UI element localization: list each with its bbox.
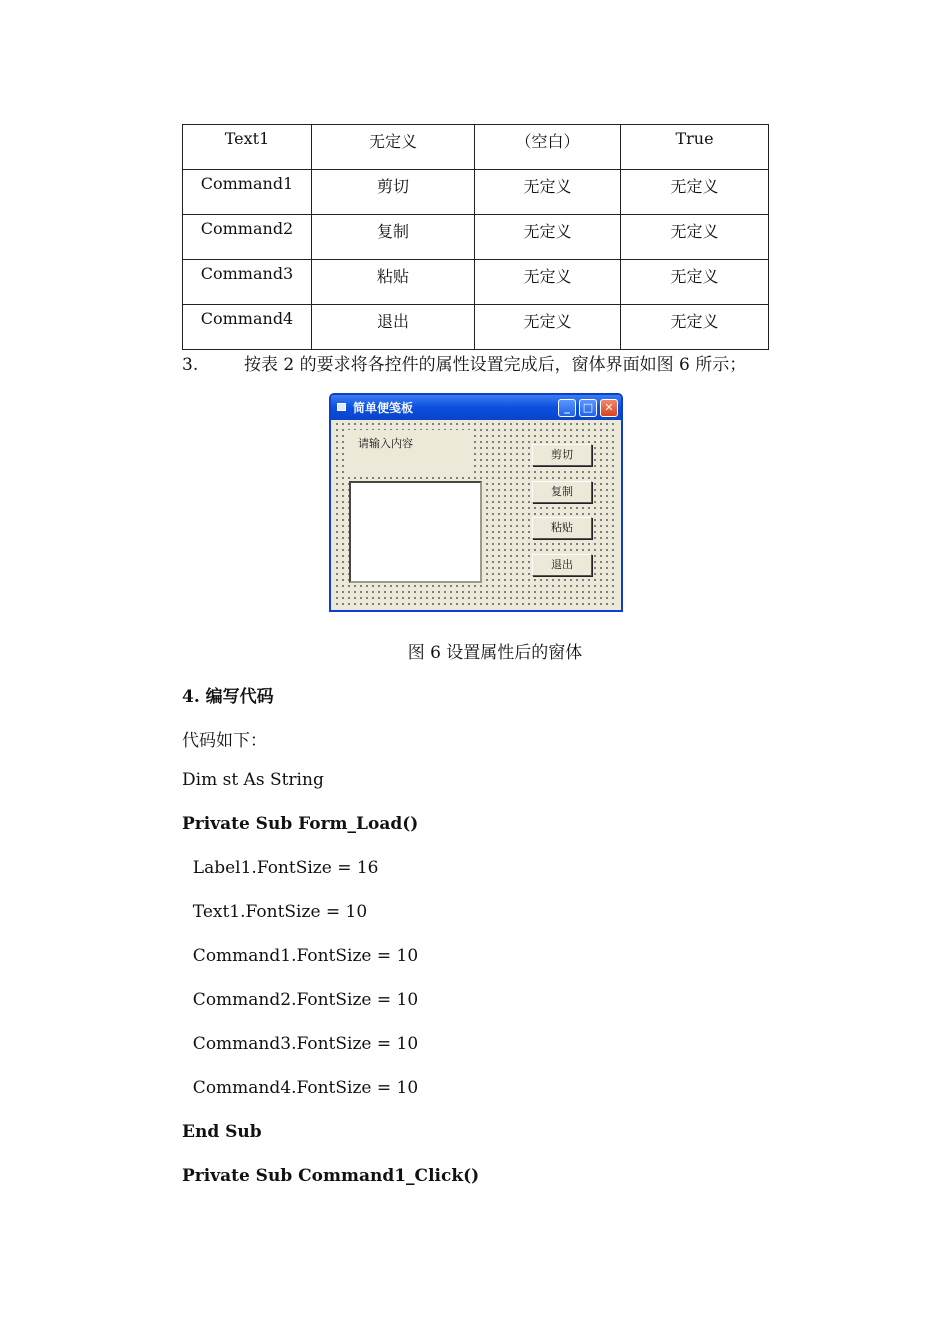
code-line: Dim st As String	[182, 770, 324, 790]
code-line: Private Sub Command1_Click()	[182, 1166, 480, 1186]
table-cell: Text1	[183, 125, 312, 170]
table-cell: 退出	[312, 305, 475, 350]
step-text: 按表 2 的要求将各控件的属性设置完成后，窗体界面如图 6 所示；	[244, 355, 747, 375]
step-number: 3.	[182, 355, 199, 375]
table-cell: 无定义	[475, 305, 621, 350]
table-row	[183, 305, 769, 350]
close-icon[interactable]: ✕	[600, 399, 618, 417]
table-row	[183, 170, 769, 215]
text1-box[interactable]	[349, 481, 482, 583]
cut-button[interactable]: 剪切	[532, 444, 592, 466]
table-row	[183, 215, 769, 260]
section-heading: 4. 编写代码	[182, 687, 274, 707]
form-client-area	[334, 421, 618, 607]
paste-button[interactable]: 粘贴	[532, 517, 592, 539]
table-cell: 无定义	[312, 125, 475, 170]
table-cell: 无定义	[621, 170, 769, 215]
table-cell: 粘贴	[312, 260, 475, 305]
table-cell: 无定义	[475, 170, 621, 215]
table-row	[183, 125, 769, 170]
code-line: Command2.FontSize = 10	[182, 990, 419, 1010]
figure-caption: 图 6 设置属性后的窗体	[407, 643, 583, 663]
table-cell: 无定义	[621, 260, 769, 305]
maximize-icon[interactable]: □	[579, 399, 597, 417]
exit-button[interactable]: 退出	[532, 554, 592, 576]
step-3-paragraph	[182, 350, 746, 375]
table-cell: Command2	[183, 215, 312, 260]
code-line: Command4.FontSize = 10	[182, 1078, 419, 1098]
window-title: 简单便笺板	[353, 401, 414, 415]
label1: 请输入内容	[348, 430, 473, 474]
code-intro: 代码如下：	[182, 731, 267, 751]
vb-form-window	[329, 393, 623, 612]
table-cell: Command4	[183, 305, 312, 350]
code-line: End Sub	[182, 1122, 262, 1142]
table-cell: 无定义	[621, 305, 769, 350]
table-cell: 无定义	[475, 215, 621, 260]
table-cell: 无定义	[475, 260, 621, 305]
table-cell: 复制	[312, 215, 475, 260]
table-row	[183, 260, 769, 305]
code-line: Label1.FontSize = 16	[182, 858, 379, 878]
table-cell: 无定义	[621, 215, 769, 260]
title-bar	[331, 395, 621, 420]
copy-button[interactable]: 复制	[532, 481, 592, 503]
table-cell: Command3	[183, 260, 312, 305]
table-cell: True	[621, 125, 769, 170]
minimize-icon[interactable]: _	[558, 399, 576, 417]
table-cell: （空白）	[475, 125, 621, 170]
code-line: Text1.FontSize = 10	[182, 902, 368, 922]
form-icon	[337, 403, 346, 411]
table-cell: 剪切	[312, 170, 475, 215]
property-table	[182, 124, 769, 350]
code-line: Private Sub Form_Load()	[182, 814, 419, 834]
table-cell: Command1	[183, 170, 312, 215]
code-line: Command3.FontSize = 10	[182, 1034, 419, 1054]
code-line: Command1.FontSize = 10	[182, 946, 419, 966]
